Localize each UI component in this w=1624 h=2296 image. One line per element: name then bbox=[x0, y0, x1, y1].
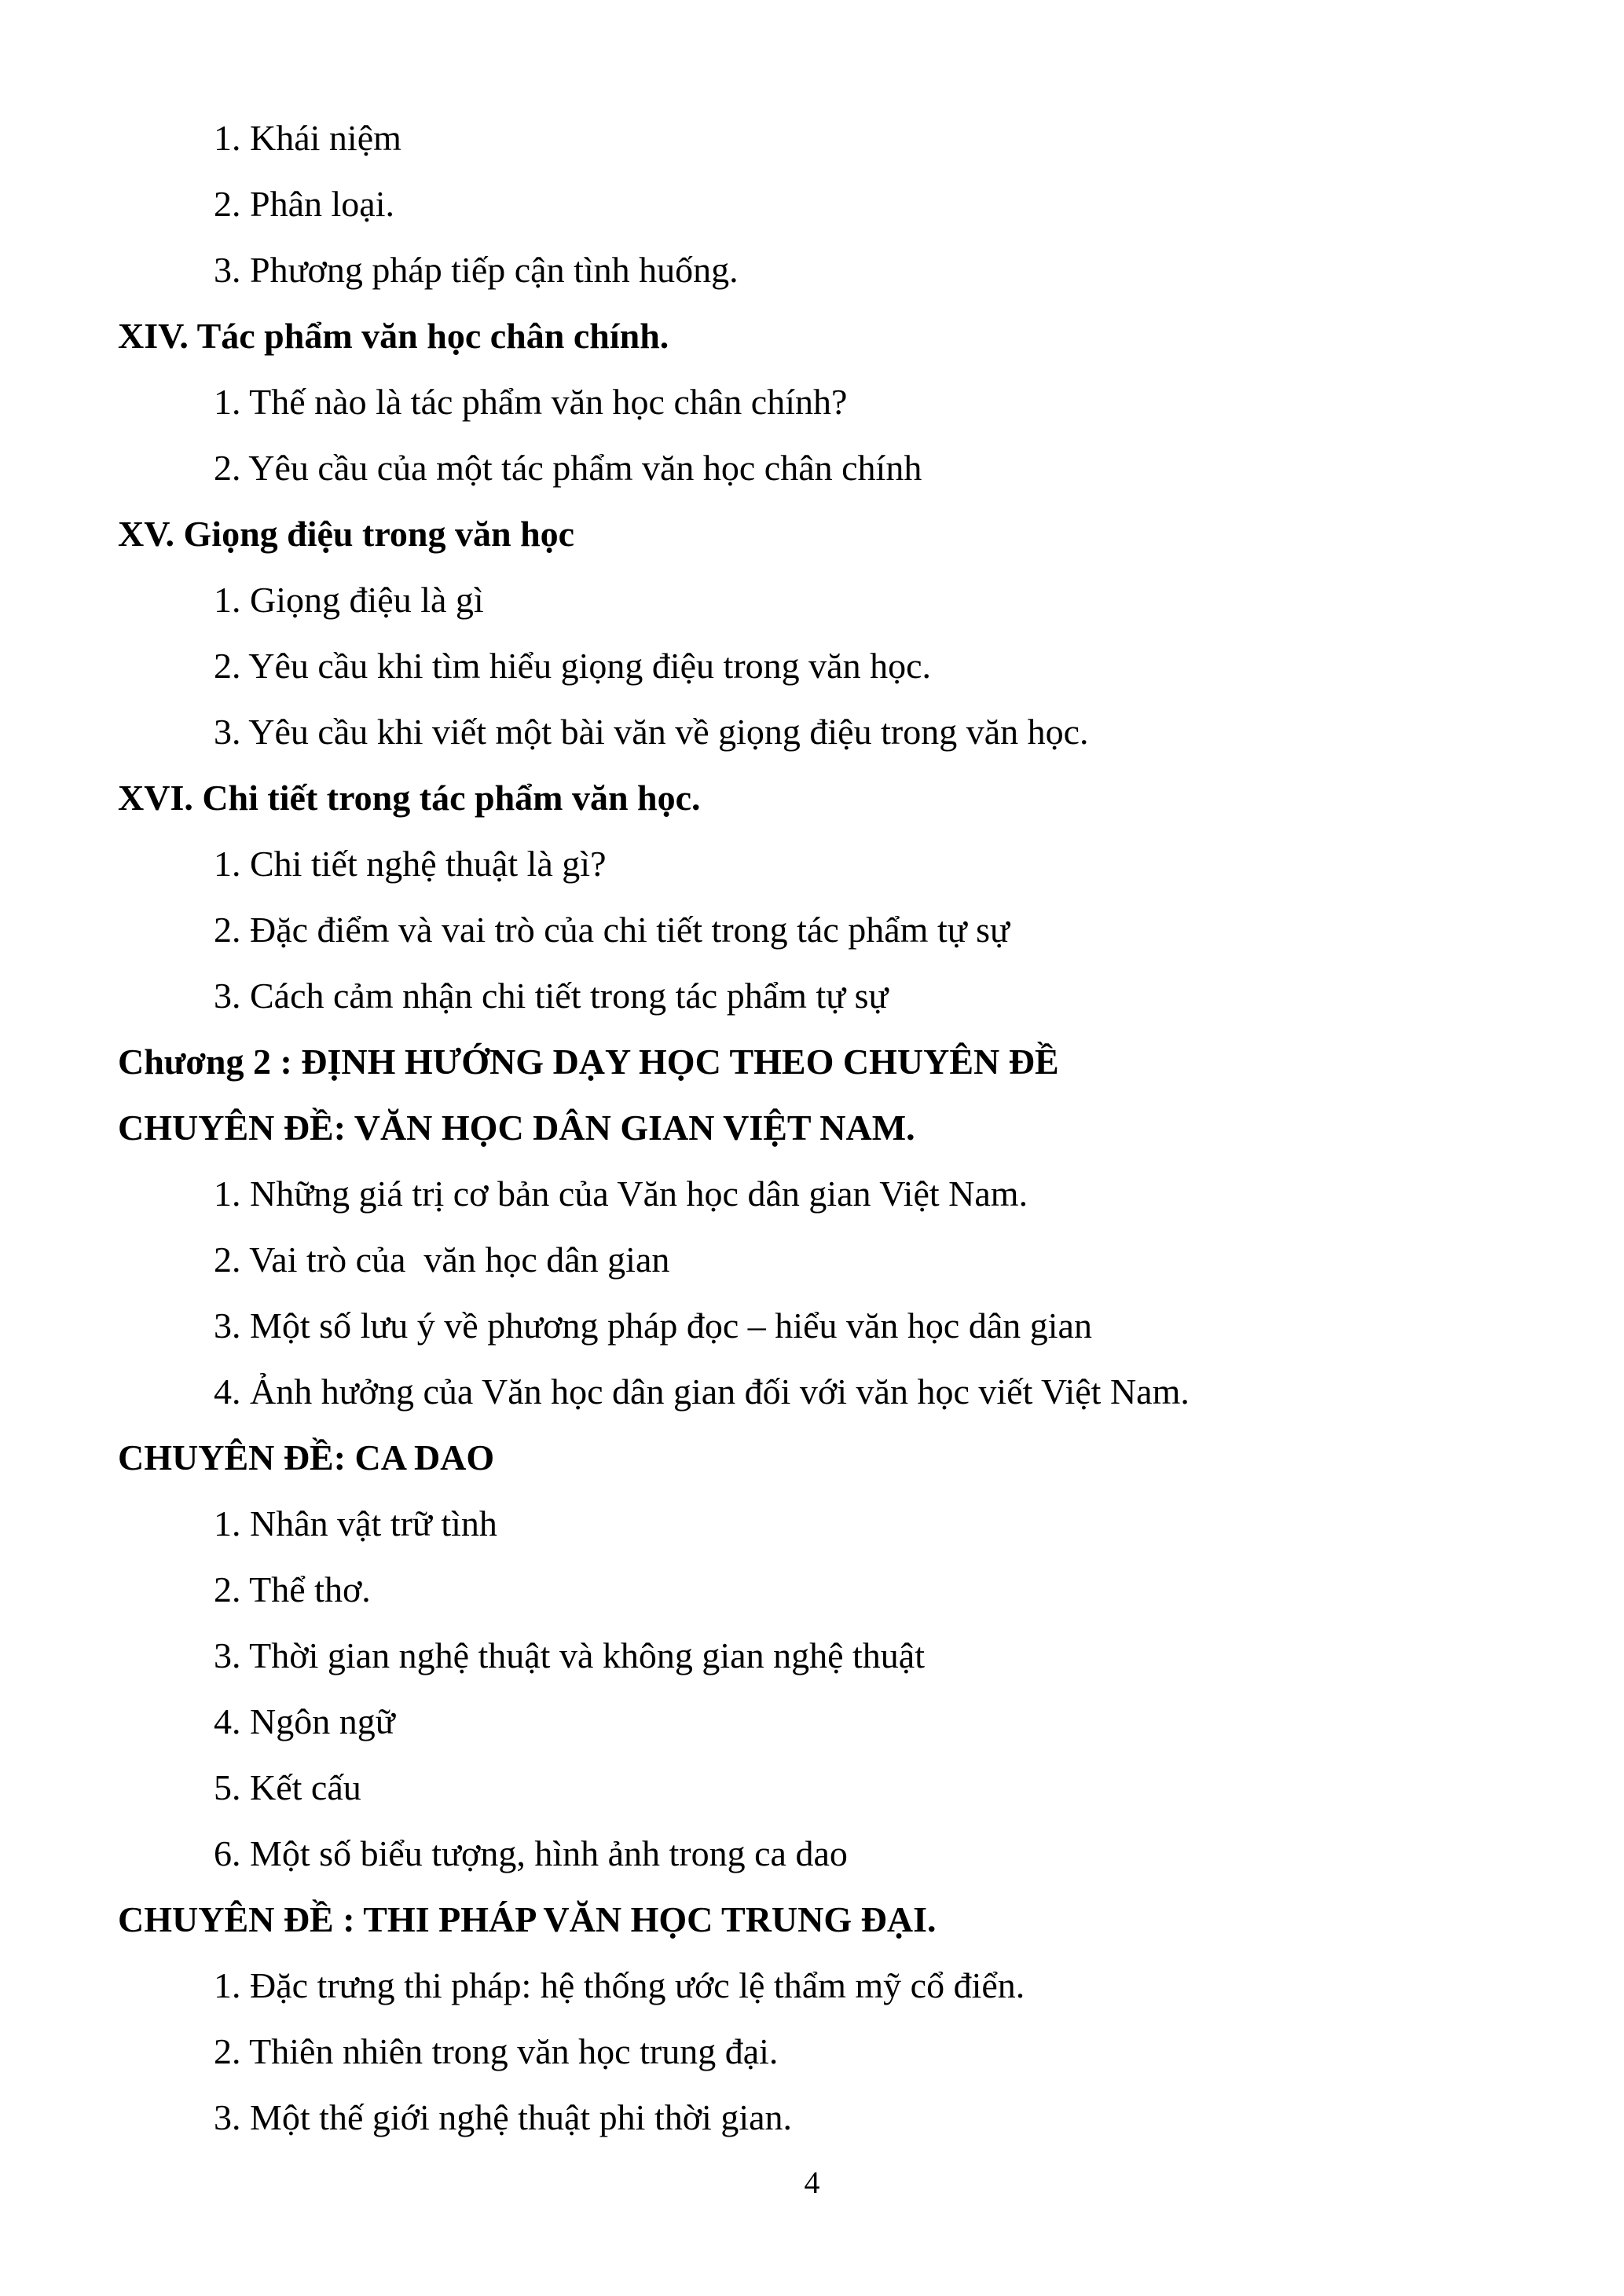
list-item: 2. Yêu cầu của một tác phẩm văn học chân chính bbox=[214, 448, 922, 488]
list-item: 4. Ngôn ngữ bbox=[214, 1701, 395, 1741]
section-heading: XVI. Chi tiết trong tác phẩm văn học. bbox=[118, 778, 701, 818]
topic-heading: CHUYÊN ĐỀ: VĂN HỌC DÂN GIAN VIỆT NAM. bbox=[118, 1108, 915, 1148]
list-item: 2. Vai trò của văn học dân gian bbox=[214, 1240, 670, 1280]
list-item: 6. Một số biểu tượng, hình ảnh trong ca dao bbox=[214, 1833, 848, 1873]
list-item: 3. Cách cảm nhận chi tiết trong tác phẩm tự sự bbox=[214, 976, 889, 1016]
list-item: 1. Chi tiết nghệ thuật là gì? bbox=[214, 844, 607, 884]
list-item: 2. Thiên nhiên trong văn học trung đại. bbox=[214, 2031, 779, 2071]
topic-heading: CHUYÊN ĐỀ : THI PHÁP VĂN HỌC TRUNG ĐẠI. bbox=[118, 1899, 937, 1939]
page-number: 4 bbox=[804, 2165, 820, 2200]
section-heading: XV. Giọng điệu trong văn học bbox=[118, 514, 575, 554]
list-item: 1. Giọng điệu là gì bbox=[214, 580, 484, 620]
list-item: 4. Ảnh hưởng của Văn học dân gian đối với văn học viết Việt Nam. bbox=[214, 1371, 1190, 1412]
list-item: 1. Nhân vật trữ tình bbox=[214, 1503, 497, 1543]
list-item: 2. Thể thơ. bbox=[214, 1569, 371, 1609]
list-item: 2. Đặc điểm và vai trò của chi tiết trong tác phẩm tự sự bbox=[214, 910, 1010, 950]
list-item: 1. Khái niệm bbox=[214, 118, 401, 158]
list-item: 3. Yêu cầu khi viết một bài văn về giọng điệu trong văn học. bbox=[214, 712, 1089, 752]
list-item: 2. Yêu cầu khi tìm hiểu giọng điệu trong văn học. bbox=[214, 646, 931, 686]
list-item: 2. Phân loại. bbox=[214, 184, 394, 224]
list-item: 1. Thế nào là tác phẩm văn học chân chính? bbox=[214, 382, 848, 422]
topic-heading: CHUYÊN ĐỀ: CA DAO bbox=[118, 1437, 495, 1478]
list-item: 1. Đặc trưng thi pháp: hệ thống ước lệ thẩm mỹ cổ điển. bbox=[214, 1965, 1025, 2005]
list-item: 3. Thời gian nghệ thuật và không gian nghệ thuật bbox=[214, 1635, 925, 1675]
list-item: 3. Phương pháp tiếp cận tình huống. bbox=[214, 250, 739, 290]
list-item: 5. Kết cấu bbox=[214, 1767, 361, 1807]
list-item: 3. Một số lưu ý về phương pháp đọc – hiểu văn học dân gian bbox=[214, 1305, 1092, 1346]
list-item: 1. Những giá trị cơ bản của Văn học dân gian Việt Nam. bbox=[214, 1174, 1028, 1214]
chapter-heading: Chương 2 : ĐỊNH HƯỚNG DẠY HỌC THEO CHUYÊN ĐỀ bbox=[118, 1042, 1059, 1082]
section-heading: XIV. Tác phẩm văn học chân chính. bbox=[118, 316, 669, 356]
list-item: 3. Một thế giới nghệ thuật phi thời gian. bbox=[214, 2097, 793, 2137]
